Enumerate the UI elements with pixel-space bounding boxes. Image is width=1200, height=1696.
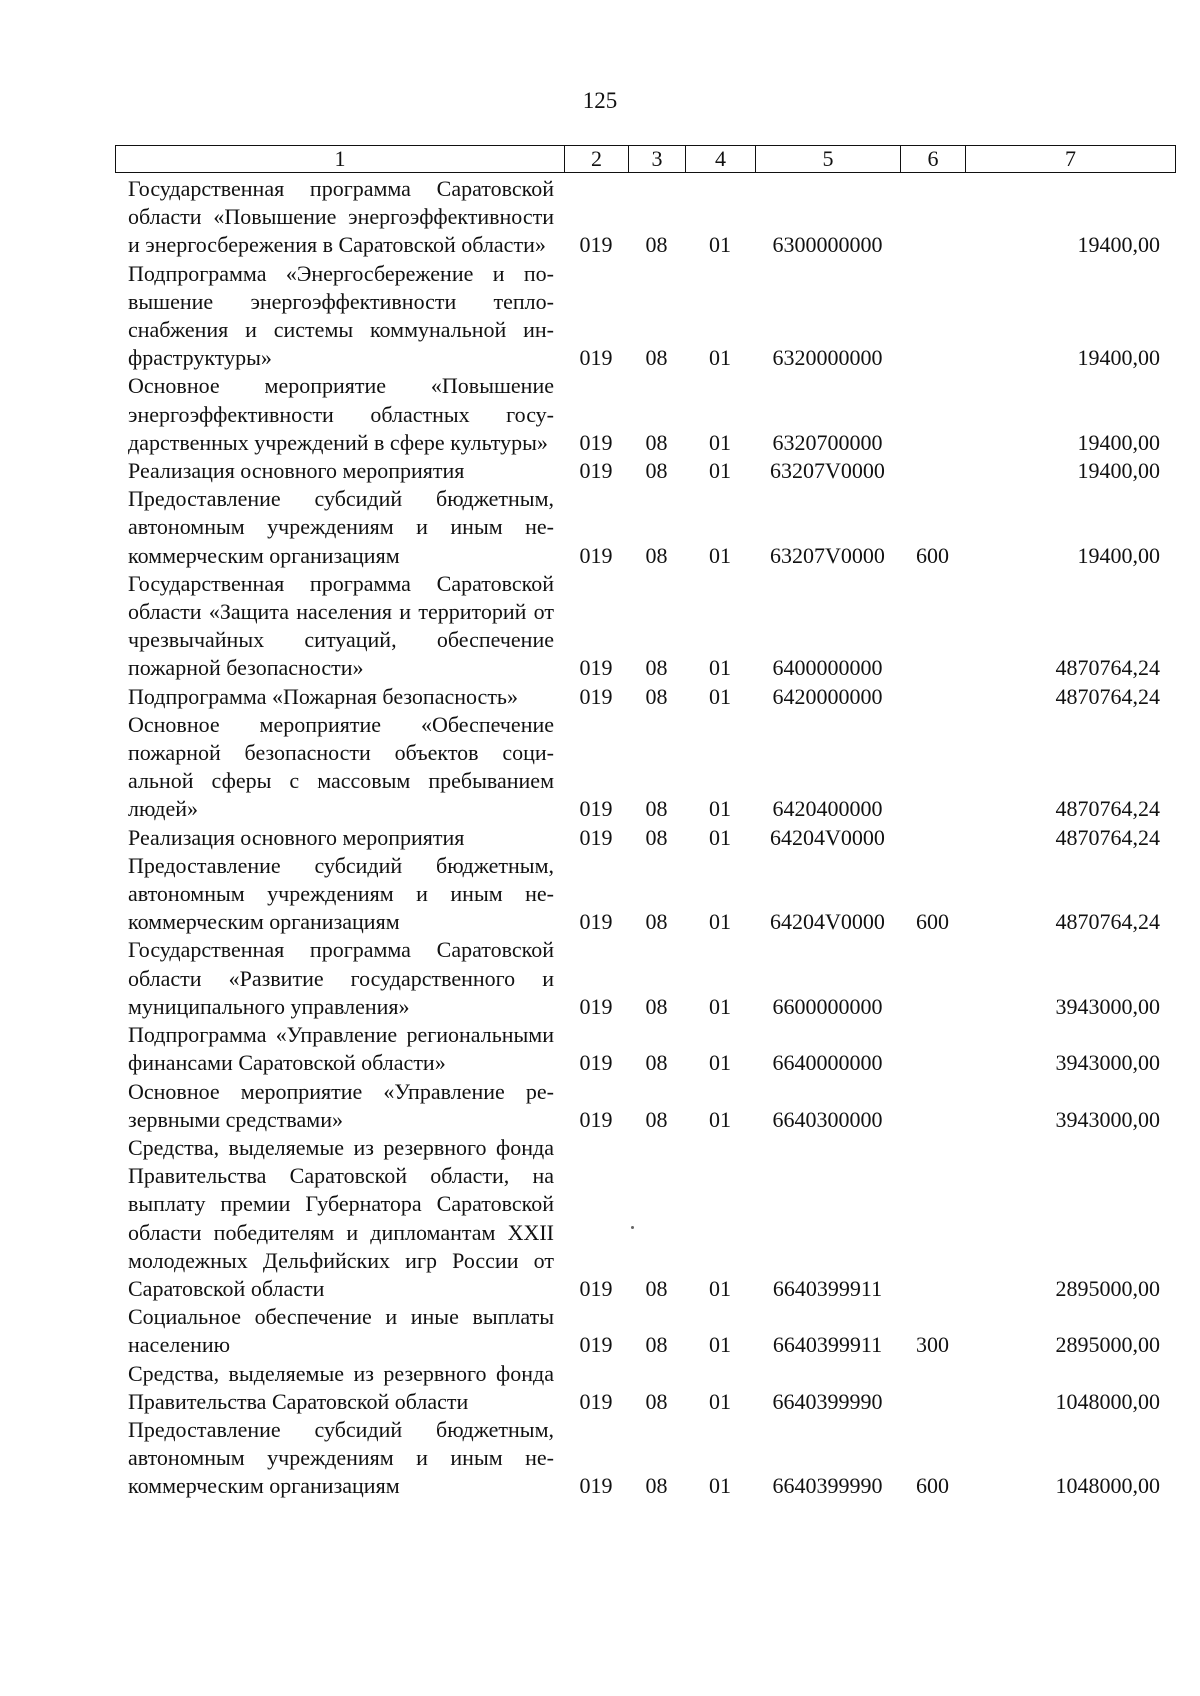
table-row — [115, 175, 1175, 260]
code-subsection: 01 — [709, 655, 731, 681]
amount: 3943000,00 — [1055, 1106, 1160, 1132]
code-subsection: 01 — [709, 1473, 731, 1499]
code-section: 08 — [645, 993, 668, 1019]
code-subsection: 01 — [709, 824, 731, 850]
code-target-article: 6320700000 — [772, 429, 883, 455]
code-subsection: 01 — [709, 429, 731, 455]
code-ministry: 019 — [579, 1332, 613, 1358]
code-ministry: 019 — [579, 458, 613, 484]
amount: 4870764,24 — [1055, 683, 1160, 709]
row-description: Основное мероприятие «Повышение энергоэффективности областных государственных учреждений в сфере культуры» — [128, 373, 554, 455]
column-header: 5 — [756, 146, 901, 173]
code-section: 08 — [645, 655, 668, 681]
column-header-row — [116, 146, 1176, 173]
code-ministry: 019 — [579, 542, 613, 568]
code-section: 08 — [645, 1050, 668, 1076]
code-target-article: 6640300000 — [772, 1106, 883, 1132]
table-row — [115, 485, 1175, 570]
code-section: 08 — [645, 1275, 668, 1301]
table-row — [115, 683, 1175, 711]
row-description: Государственная программа Саратовской области «Защита населения и территорий от чрезвычайных ситуаций, обеспечение пожарной безопасности» — [128, 570, 554, 681]
code-target-article: 6600000000 — [772, 993, 883, 1019]
code-subsection: 01 — [709, 993, 731, 1019]
code-expense-type — [900, 936, 965, 1021]
code-ministry: 019 — [579, 655, 613, 681]
code-expense-type — [900, 1021, 965, 1077]
code-section: 08 — [645, 796, 668, 822]
code-section: 08 — [645, 909, 668, 935]
page-number: 125 — [582, 88, 618, 113]
row-description: Реализация основного мероприятия — [128, 458, 465, 484]
code-subsection: 01 — [709, 683, 731, 709]
code-section: 08 — [645, 345, 668, 371]
column-header: 6 — [901, 146, 966, 173]
code-ministry: 019 — [579, 1050, 613, 1076]
code-ministry: 019 — [579, 345, 613, 371]
code-target-article: 6640399911 — [772, 1332, 883, 1358]
row-description: Основное мероприятие «Обеспечение пожарной безопасности объектов социальной сферы с массовым пребыванием людей» — [128, 711, 554, 822]
code-expense-type — [900, 1078, 965, 1134]
code-ministry: 019 — [579, 993, 613, 1019]
table-row — [115, 570, 1175, 683]
code-target-article: 63207V0000 — [770, 542, 885, 568]
amount: 4870764,24 — [1055, 796, 1160, 822]
row-description: Государственная программа Саратовской области «Развитие государственного и муниципального управления» — [128, 937, 554, 1019]
amount: 4870764,24 — [1055, 655, 1160, 681]
row-description: Социальное обеспечение и иные выплаты населению — [128, 1304, 554, 1358]
code-target-article: 6420400000 — [772, 796, 883, 822]
code-section: 08 — [645, 824, 668, 850]
code-expense-type — [900, 457, 965, 485]
code-target-article: 6640000000 — [772, 1050, 883, 1076]
code-section: 08 — [645, 232, 668, 258]
code-target-article: 6640399990 — [772, 1388, 883, 1414]
code-subsection: 01 — [709, 1275, 731, 1301]
row-description: Средства, выделяемые из резервного фонда Правительства Саратовской области, на выплату премии Губернатора Саратовской области победителям и дипломантам XXII молодежных Дельфийских игр России от Саратовской области — [128, 1134, 554, 1301]
row-description: Подпрограмма «Пожарная безопасность» — [128, 683, 518, 709]
row-description: Реализация основного мероприятия — [128, 824, 465, 850]
table-row — [115, 1416, 1175, 1501]
code-ministry: 019 — [579, 429, 613, 455]
amount: 1048000,00 — [1055, 1473, 1160, 1499]
code-expense-type: 600 — [916, 909, 949, 935]
code-section: 08 — [645, 429, 668, 455]
code-ministry: 019 — [579, 824, 613, 850]
row-description: Государственная программа Саратовской области «Повышение энергоэффективности и энергосбережения в Саратовской области» — [128, 176, 554, 258]
table-row — [115, 1021, 1175, 1077]
code-expense-type: 600 — [916, 542, 949, 568]
code-expense-type — [900, 372, 965, 457]
row-description: Подпрограмма «Управление региональными финансами Саратовской области» — [128, 1022, 554, 1076]
code-subsection: 01 — [709, 1106, 731, 1132]
code-section: 08 — [645, 1388, 668, 1414]
code-ministry: 019 — [579, 1473, 613, 1499]
table-row — [115, 824, 1175, 852]
amount: 4870764,24 — [1055, 824, 1160, 850]
amount: 2895000,00 — [1055, 1275, 1160, 1301]
code-target-article: 64204V0000 — [770, 824, 885, 850]
row-description: Основное мероприятие «Управление резервными средствами» — [128, 1078, 554, 1132]
code-expense-type — [900, 260, 965, 373]
amount: 19400,00 — [1077, 542, 1160, 568]
code-subsection: 01 — [709, 1332, 731, 1358]
code-expense-type — [900, 711, 965, 824]
row-description: Предоставление субсидий бюджетным, автономным учреждениям и иным некоммерческим организациям — [128, 852, 554, 935]
column-header: 1 — [116, 146, 565, 173]
code-section: 08 — [645, 458, 668, 484]
code-ministry: 019 — [579, 232, 613, 258]
code-ministry: 019 — [579, 796, 613, 822]
table-row — [115, 260, 1175, 373]
code-subsection: 01 — [709, 909, 731, 935]
row-description: Средства, выделяемые из резервного фонда Правительства Саратовской области — [128, 1360, 554, 1414]
table-row — [115, 936, 1175, 1021]
table-row — [115, 711, 1175, 824]
code-target-article: 6640399911 — [772, 1275, 883, 1301]
code-section: 08 — [645, 542, 668, 568]
table-row — [115, 1078, 1175, 1134]
code-ministry: 019 — [579, 1106, 613, 1132]
table-row — [115, 1360, 1175, 1416]
code-subsection: 01 — [709, 345, 731, 371]
code-expense-type: 300 — [916, 1332, 949, 1358]
table-row — [115, 372, 1175, 457]
code-target-article: 6640399990 — [772, 1473, 883, 1499]
code-section: 08 — [645, 1332, 668, 1358]
code-target-article: 6300000000 — [772, 232, 883, 258]
row-description: Подпрограмма «Энергосбережение и повышение энергоэффективности теплоснабжения и системы коммунальной инфраструктуры» — [128, 260, 554, 371]
amount: 1048000,00 — [1055, 1388, 1160, 1414]
code-ministry: 019 — [579, 683, 613, 709]
amount: 2895000,00 — [1055, 1332, 1160, 1358]
code-section: 08 — [645, 683, 668, 709]
amount: 3943000,00 — [1055, 993, 1160, 1019]
code-expense-type — [900, 683, 965, 711]
amount: 4870764,24 — [1055, 909, 1160, 935]
column-header-table — [115, 145, 1176, 173]
code-expense-type — [900, 1360, 965, 1416]
amount: 3943000,00 — [1055, 1050, 1160, 1076]
code-target-article: 63207V0000 — [770, 458, 885, 484]
code-subsection: 01 — [709, 796, 731, 822]
code-section: 08 — [645, 1473, 668, 1499]
code-target-article: 64204V0000 — [770, 909, 885, 935]
code-expense-type — [900, 824, 965, 852]
amount: 19400,00 — [1077, 458, 1160, 484]
code-expense-type — [900, 175, 965, 260]
table-row — [115, 457, 1175, 485]
code-expense-type — [900, 570, 965, 683]
code-section: 08 — [645, 1106, 668, 1132]
code-expense-type: 600 — [916, 1473, 949, 1499]
code-ministry: 019 — [579, 909, 613, 935]
code-target-article: 6400000000 — [772, 655, 883, 681]
column-header: 7 — [966, 146, 1176, 173]
table-row — [115, 852, 1175, 937]
column-header: 2 — [565, 146, 629, 173]
code-subsection: 01 — [709, 1388, 731, 1414]
code-subsection: 01 — [709, 458, 731, 484]
row-description: Предоставление субсидий бюджетным, автономным учреждениям и иным некоммерческим организациям — [128, 486, 554, 568]
table-row — [115, 1303, 1175, 1359]
table-row — [115, 1134, 1175, 1303]
code-ministry: 019 — [579, 1275, 613, 1301]
row-description: Предоставление субсидий бюджетным, автономным учреждениям и иным некоммерческим организациям — [128, 1416, 554, 1499]
code-subsection: 01 — [709, 232, 731, 258]
amount: 19400,00 — [1077, 429, 1160, 455]
column-header: 4 — [686, 146, 756, 173]
amount: 19400,00 — [1077, 345, 1160, 371]
code-target-article: 6420000000 — [772, 683, 883, 709]
stray-mark — [631, 1226, 634, 1229]
column-header: 3 — [629, 146, 686, 173]
budget-table — [115, 175, 1175, 1501]
code-subsection: 01 — [709, 542, 731, 568]
code-target-article: 6320000000 — [772, 345, 883, 371]
amount: 19400,00 — [1077, 232, 1160, 258]
code-subsection: 01 — [709, 1050, 731, 1076]
code-ministry: 019 — [579, 1388, 613, 1414]
code-expense-type — [900, 1134, 965, 1303]
